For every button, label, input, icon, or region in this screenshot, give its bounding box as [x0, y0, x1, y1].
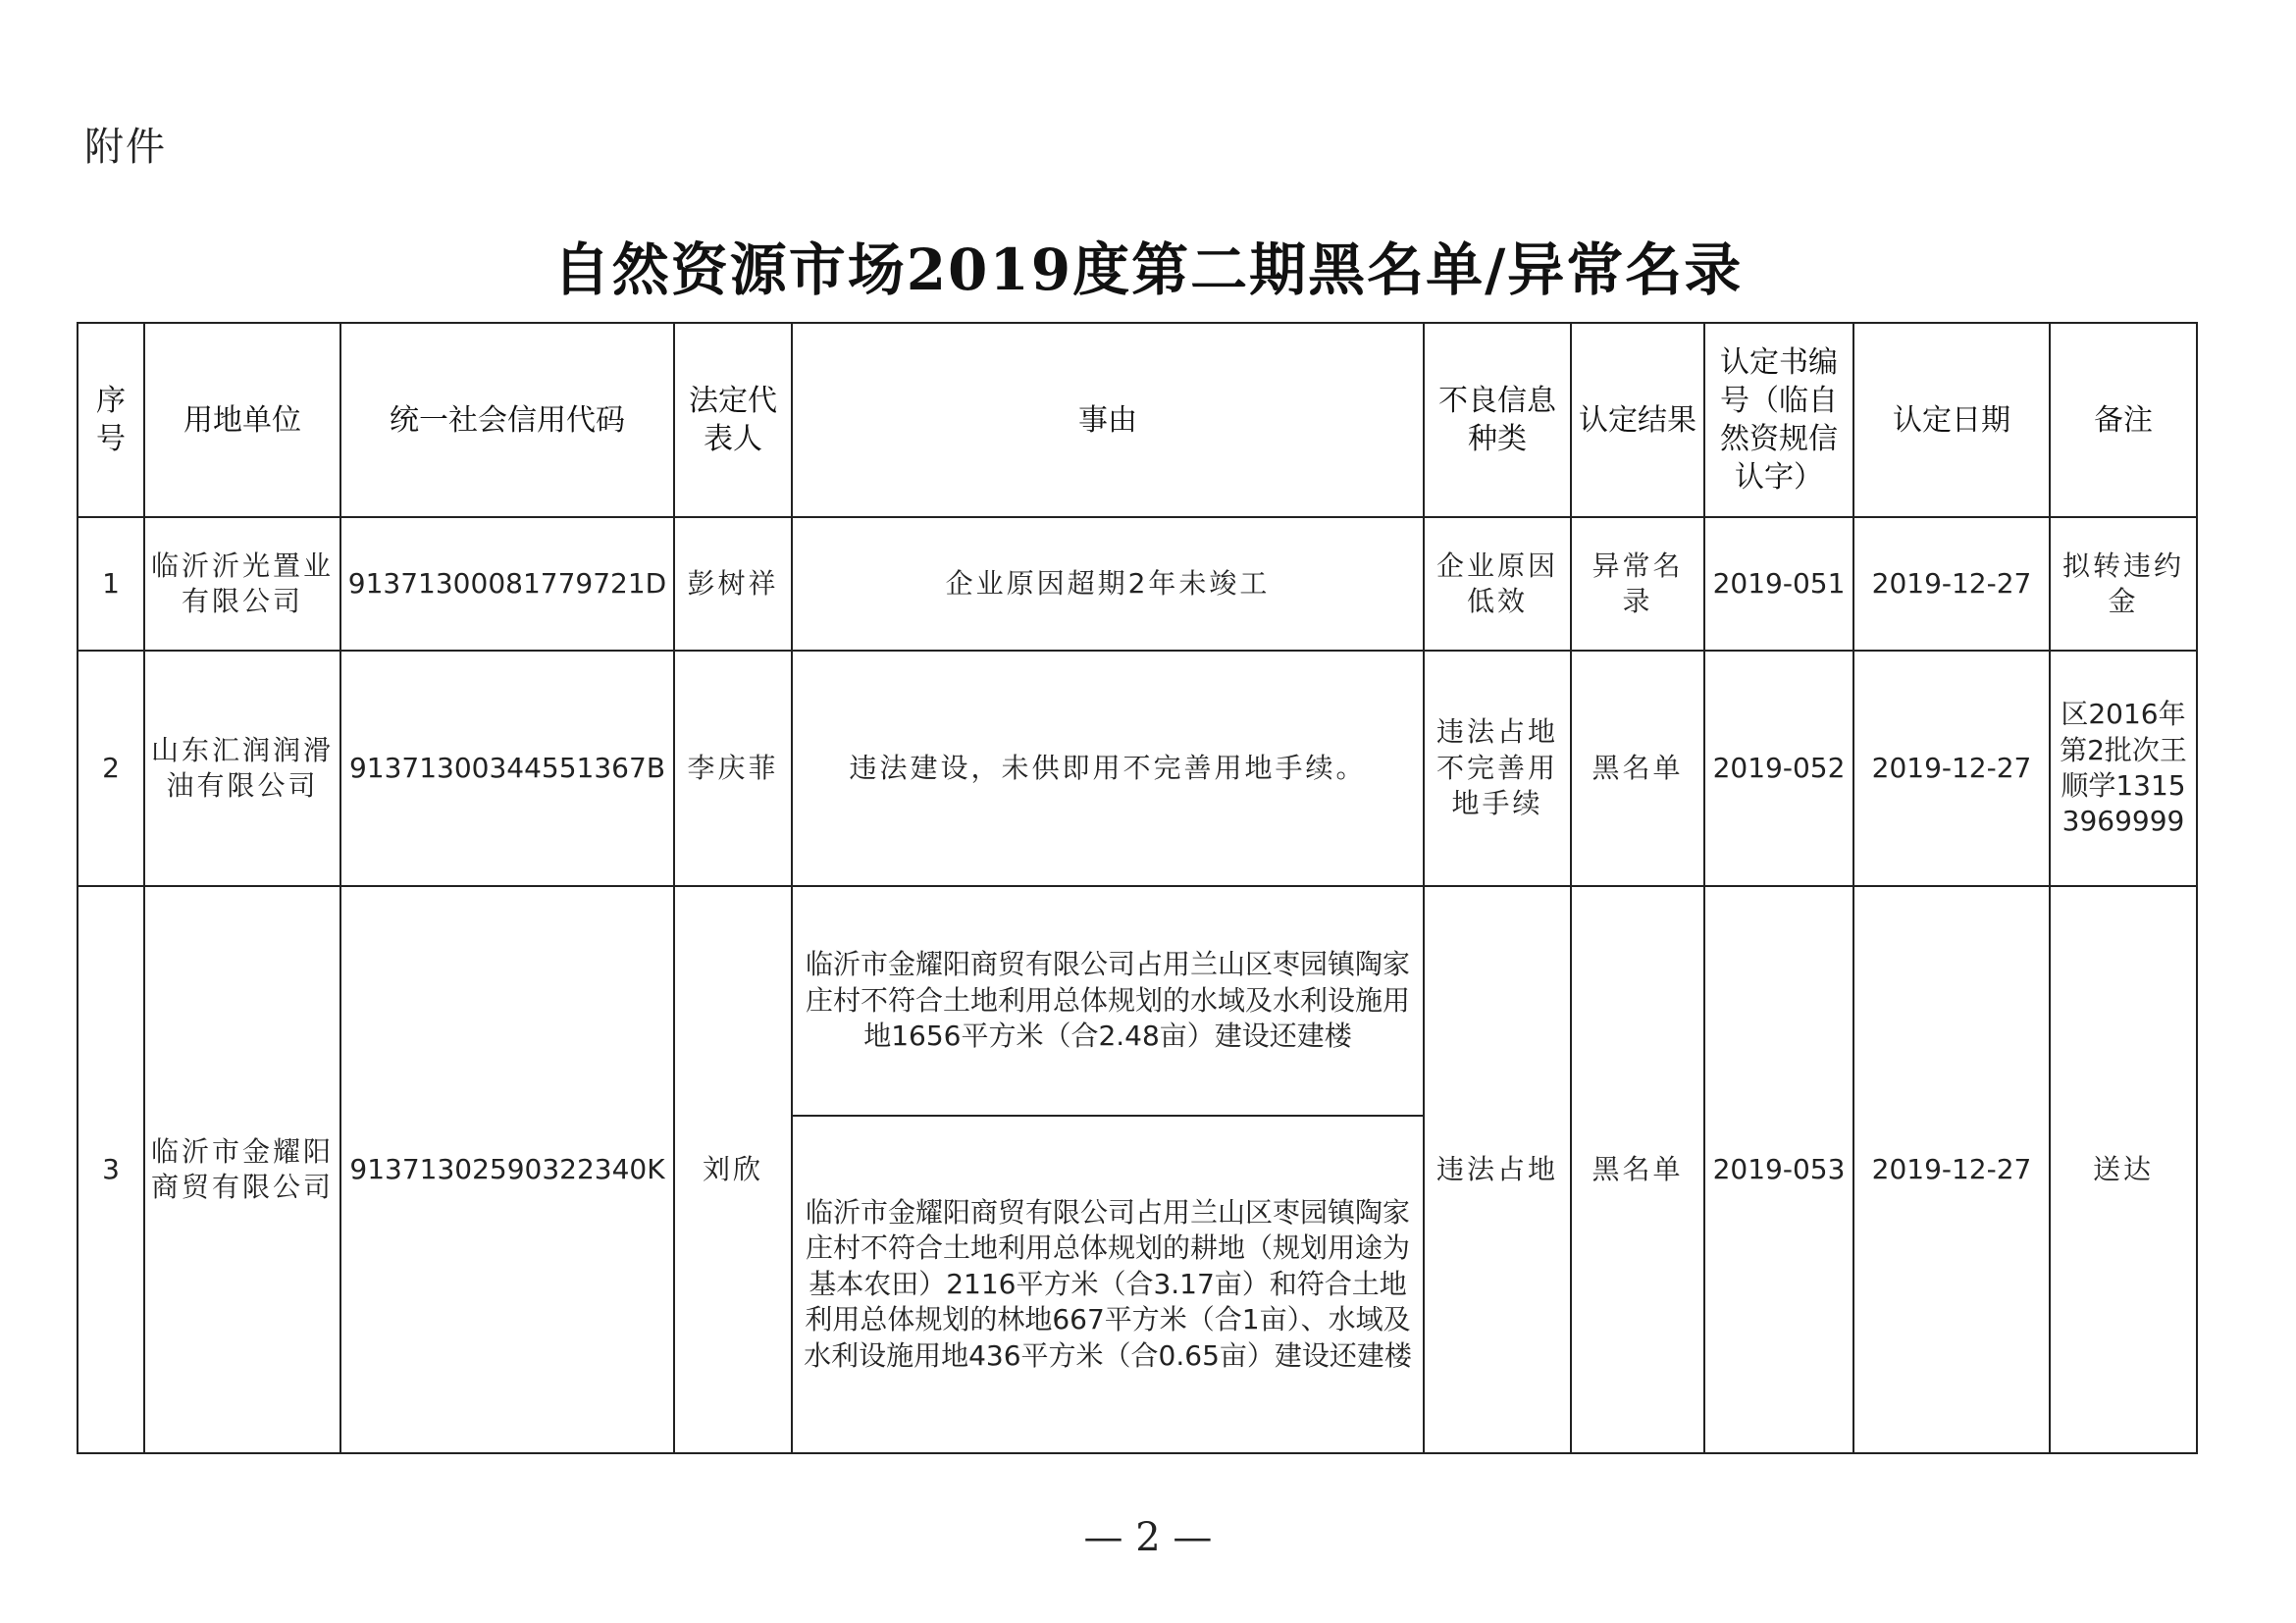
- cell-result: 异常名录: [1571, 517, 1704, 651]
- cell-info-type: 企业原因低效: [1424, 517, 1571, 651]
- cell-cert-no: 2019-053: [1704, 886, 1853, 1453]
- cell-info-type: 违法占地: [1424, 886, 1571, 1453]
- cell-credit-code: 91371300344551367B: [340, 651, 674, 886]
- cell-legal-rep: 刘欣: [674, 886, 792, 1453]
- header-info-type: 不良信息种类: [1424, 323, 1571, 517]
- header-reason: 事由: [792, 323, 1424, 517]
- header-result: 认定结果: [1571, 323, 1704, 517]
- cell-legal-rep: 李庆菲: [674, 651, 792, 886]
- header-date: 认定日期: [1853, 323, 2050, 517]
- cell-reason: 违法建设，未供即用不完善用地手续。: [792, 651, 1424, 886]
- cell-cert-no: 2019-051: [1704, 517, 1853, 651]
- cell-result: 黑名单: [1571, 651, 1704, 886]
- header-no: 序号: [78, 323, 144, 517]
- header-cert-no: 认定书编号（临自然资规信认字）: [1704, 323, 1853, 517]
- cell-unit: 临沂沂光置业有限公司: [144, 517, 340, 651]
- cell-remark: 拟转违约金: [2050, 517, 2197, 651]
- cell-remark: 送达: [2050, 886, 2197, 1453]
- table-row: [78, 651, 2197, 886]
- table-row: [78, 517, 2197, 651]
- page-number: — 2 —: [1083, 1515, 1213, 1560]
- cell-reason: 企业原因超期2年未竣工: [792, 517, 1424, 651]
- cell-result: 黑名单: [1571, 886, 1704, 1453]
- cell-reason-a: 临沂市金耀阳商贸有限公司占用兰山区枣园镇陶家庄村不符合土地利用总体规划的水域及水利设施用地1656平方米（合2.48亩）建设还建楼: [792, 886, 1424, 1116]
- blacklist-table: [77, 322, 2198, 1454]
- cell-no: 2: [78, 651, 144, 886]
- cell-unit: 山东汇润润滑油有限公司: [144, 651, 340, 886]
- cell-date: 2019-12-27: [1853, 517, 2050, 651]
- document-title: 自然资源市场2019度第二期黑名单/异常名录: [552, 236, 1744, 303]
- cell-date: 2019-12-27: [1853, 886, 2050, 1453]
- header-legal-rep: 法定代表人: [674, 323, 792, 517]
- table-header-row: [78, 323, 2197, 517]
- cell-reason-b: 临沂市金耀阳商贸有限公司占用兰山区枣园镇陶家庄村不符合土地利用总体规划的耕地（规划用途为基本农田）2116平方米（合3.17亩）和符合土地利用总体规划的林地667平方米（合1亩）、水域及水利设施用地436平方米（合0.65亩）建设还建楼: [792, 1116, 1424, 1453]
- cell-cert-no: 2019-052: [1704, 651, 1853, 886]
- cell-credit-code: 91371300081779721D: [340, 517, 674, 651]
- cell-credit-code: 91371302590322340K: [340, 886, 674, 1453]
- attachment-label: 附件: [84, 125, 167, 170]
- table-row: [78, 886, 2197, 1116]
- cell-legal-rep: 彭树祥: [674, 517, 792, 651]
- cell-info-type: 违法占地不完善用地手续: [1424, 651, 1571, 886]
- cell-remark: 区2016年第2批次王顺学13153969999: [2050, 651, 2197, 886]
- cell-unit: 临沂市金耀阳商贸有限公司: [144, 886, 340, 1453]
- header-remark: 备注: [2050, 323, 2197, 517]
- cell-no: 3: [78, 886, 144, 1453]
- cell-no: 1: [78, 517, 144, 651]
- header-credit-code: 统一社会信用代码: [340, 323, 674, 517]
- header-unit: 用地单位: [144, 323, 340, 517]
- cell-date: 2019-12-27: [1853, 651, 2050, 886]
